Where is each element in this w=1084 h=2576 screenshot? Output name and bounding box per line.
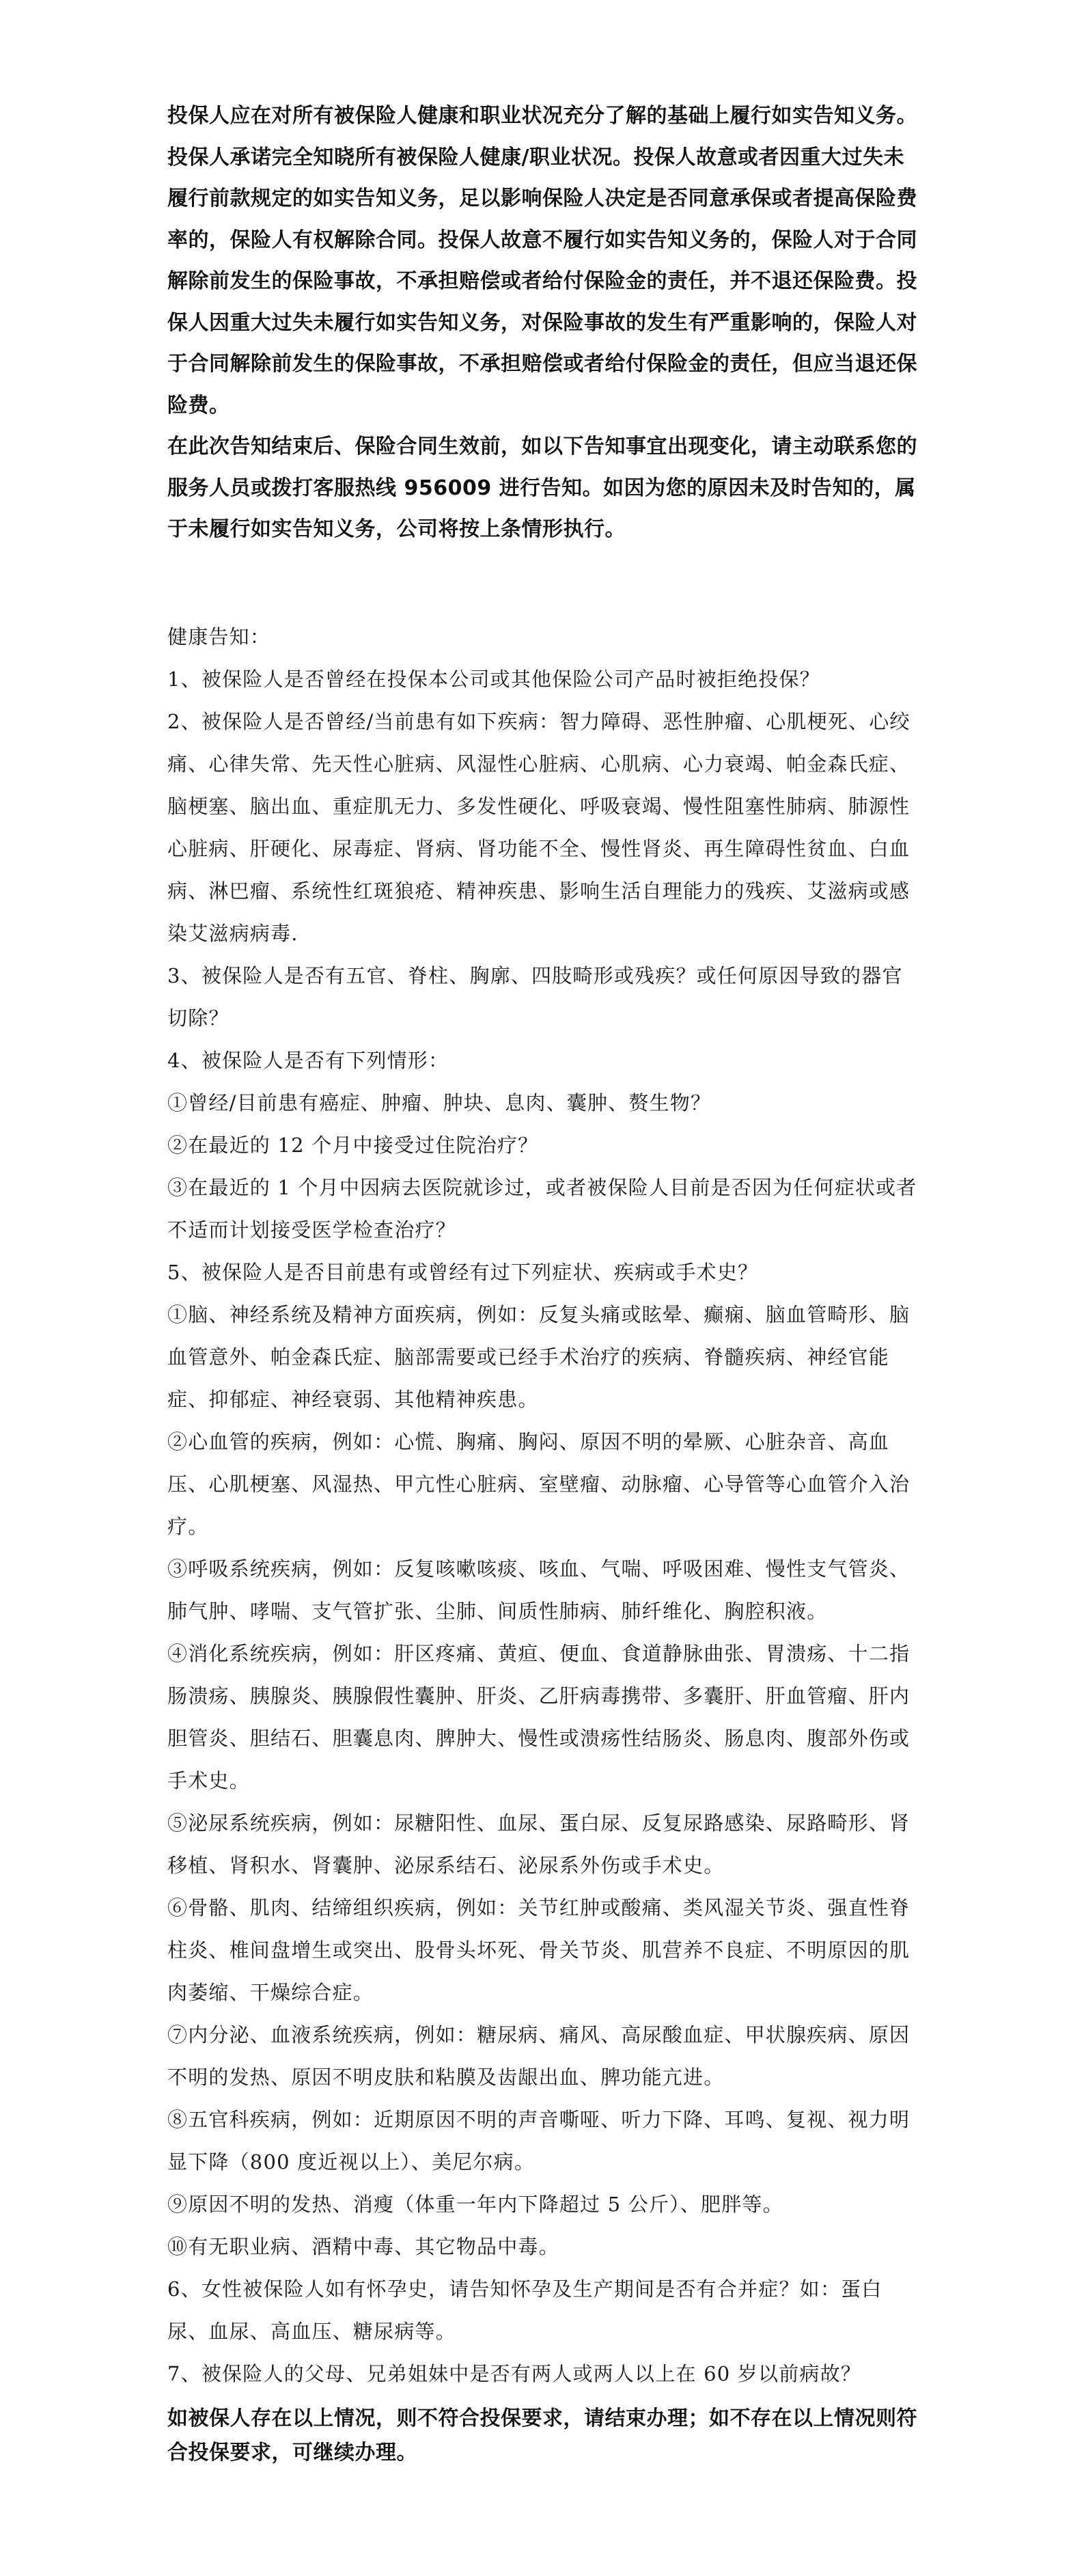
health-question-5-sub-8: ⑧五官科疾病，例如：近期原因不明的声音嘶哑、听力下降、耳鸣、复视、视力明显下降（800 度近视以上）、美尼尔病。 (167, 2107, 911, 2174)
health-question-2: 2、被保险人是否曾经/当前患有如下疾病：智力障碍、恶性肿瘤、心肌梗死、心绞痛、心律失常、先天性心脏病、风湿性心脏病、心肌病、心力衰竭、帕金森氏症、脑梗塞、脑出血、重症肌无力、多发性硬化、呼吸衰竭、慢性阻塞性肺病、肺源性心脏病、肝硬化、尿毒症、肾病、肾功能不全、慢性肾炎、再生障碍性贫血、白血病、淋巴瘤、系统性红斑狼疮、精神疾患、影响生活自理能力的残疾、艾滋病或感染艾滋病病毒. (167, 709, 911, 945)
health-notice-title: 健康告知： (167, 625, 271, 648)
document-page (167, 96, 925, 2470)
change-notification-paragraph: 在此次告知结束后、保险合同生效前，如以下告知事宜出现变化，请主动联系您的服务人员或拨打客服热线 956009 进行告知。如因为您的原因未及时告知的，属于未履行如实告知义务，公司将按上条情形执行。 (167, 435, 917, 541)
health-question-5-sub-3: ③呼吸系统疾病，例如：反复咳嗽咳痰、咳血、气喘、呼吸困难、慢性支气管炎、肺气肿、哮喘、支气管扩张、尘肺、间质性肺病、肺纤维化、胸腔积液。 (167, 1557, 911, 1623)
health-question-3: 3、被保险人是否有五官、脊柱、胸廓、四肢畸形或残疾？或任何原因导致的器官切除？ (167, 963, 903, 1030)
health-question-4-sub-1: ①曾经/目前患有癌症、肿瘤、肿块、息肉、囊肿、赘生物？ (167, 1091, 712, 1114)
health-question-4: 4、被保险人是否有下列情形： (167, 1048, 449, 1072)
health-question-list (167, 658, 919, 2395)
health-question-7: 7、被保险人的父母、兄弟姐妹中是否有两人或两人以上在 60 岁以前病故？ (167, 2361, 861, 2385)
health-question-5-sub-10: ⑩有无职业病、酒精中毒、其它物品中毒。 (167, 2234, 559, 2258)
health-question-5: 5、被保险人是否目前患有或曾经有过下列症状、疾病或手术史？ (167, 1260, 759, 1284)
health-question-5-sub-4: ④消化系统疾病，例如：肝区疼痛、黄疸、便血、食道静脉曲张、胃溃疡、十二指肠溃疡、胰腺炎、胰腺假性囊肿、肝炎、乙肝病毒携带、多囊肝、肝血管瘤、肝内胆管炎、胆结石、胆囊息肉、脾肿大、慢性或溃疡性结肠炎、肠息肉、腹部外伤或手术史。 (167, 1641, 911, 1792)
health-question-6: 6、女性被保险人如有怀孕史，请告知怀孕及生产期间是否有合并症？如：蛋白尿、血尿、高血压、糖尿病等。 (167, 2277, 883, 2343)
health-question-5-sub-9: ⑨原因不明的发热、消瘦（体重一年内下降超过 5 公斤）、肥胖等。 (167, 2192, 783, 2216)
health-question-5-sub-7: ⑦内分泌、血液系统疾病，例如：糖尿病、痛风、高尿酸血症、甲状腺疾病、原因不明的发热、原因不明皮肤和粘膜及齿龈出血、脾功能亢进。 (167, 2023, 911, 2089)
health-question-4-sub-3: ③在最近的 1 个月中因病去医院就诊过，或者被保险人目前是否因为任何症状或者不适而计划接受医学检查治疗？ (167, 1175, 917, 1242)
health-question-4-sub-2: ②在最近的 12 个月中接受过住院治疗？ (167, 1133, 539, 1157)
closing-statement: 如被保人存在以上情况，则不符合投保要求，请结束办理；如不存在以上情况则符合投保要求，可继续办理。 (167, 2406, 917, 2465)
health-question-5-sub-2: ②心血管的疾病，例如：心慌、胸痛、胸闷、原因不明的晕厥、心脏杂音、高血压、心肌梗塞、风湿热、甲亢性心脏病、室壁瘤、动脉瘤、心导管等心血管介入治疗。 (167, 1429, 911, 1538)
health-question-1: 1、被保险人是否曾经在投保本公司或其他保险公司产品时被拒绝投保？ (167, 667, 820, 691)
disclosure-obligation-paragraph: 投保人应在对所有被保险人健康和职业状况充分了解的基础上履行如实告知义务。 投保人承诺完全知晓所有被保险人健康/职业状况。投保人故意或者因重大过失未履行前款规定的如实告知义务，足以影响保险人决定是否同意承保或者提高保险费率的，保险人有权解除合同。投保人故意不履行如实告知义务的，保险人对于合同解除前发生的保险事故，不承担赔偿或者给付保险金的责任，并不退还保险费。投保人因重大过失未履行如实告知义务，对保险事故的发生有严重影响的，保险人对于合同解除前发生的保险事故，不承担赔偿或者给付保险金的责任，但应当退还保险费。 (167, 104, 925, 417)
health-question-5-sub-6: ⑥骨骼、肌肉、结缔组织疾病，例如：关节红肿或酸痛、类风湿关节炎、强直性脊柱炎、椎间盘增生或突出、股骨头坏死、骨关节炎、肌营养不良症、不明原因的肌肉萎缩、干燥综合症。 (167, 1895, 911, 2004)
health-question-5-sub-5: ⑤泌尿系统疾病，例如：尿糖阳性、血尿、蛋白尿、反复尿路感染、尿路畸形、肾移植、肾积水、肾囊肿、泌尿系结石、泌尿系外伤或手术史。 (167, 1811, 911, 1877)
health-question-5-sub-1: ①脑、神经系统及精神方面疾病，例如：反复头痛或眩晕、癫痫、脑血管畸形、脑血管意外、帕金森氏症、脑部需要或已经手术治疗的疾病、脊髓疾病、神经官能症、抑郁症、神经衰弱、其他精神疾患。 (167, 1302, 911, 1411)
